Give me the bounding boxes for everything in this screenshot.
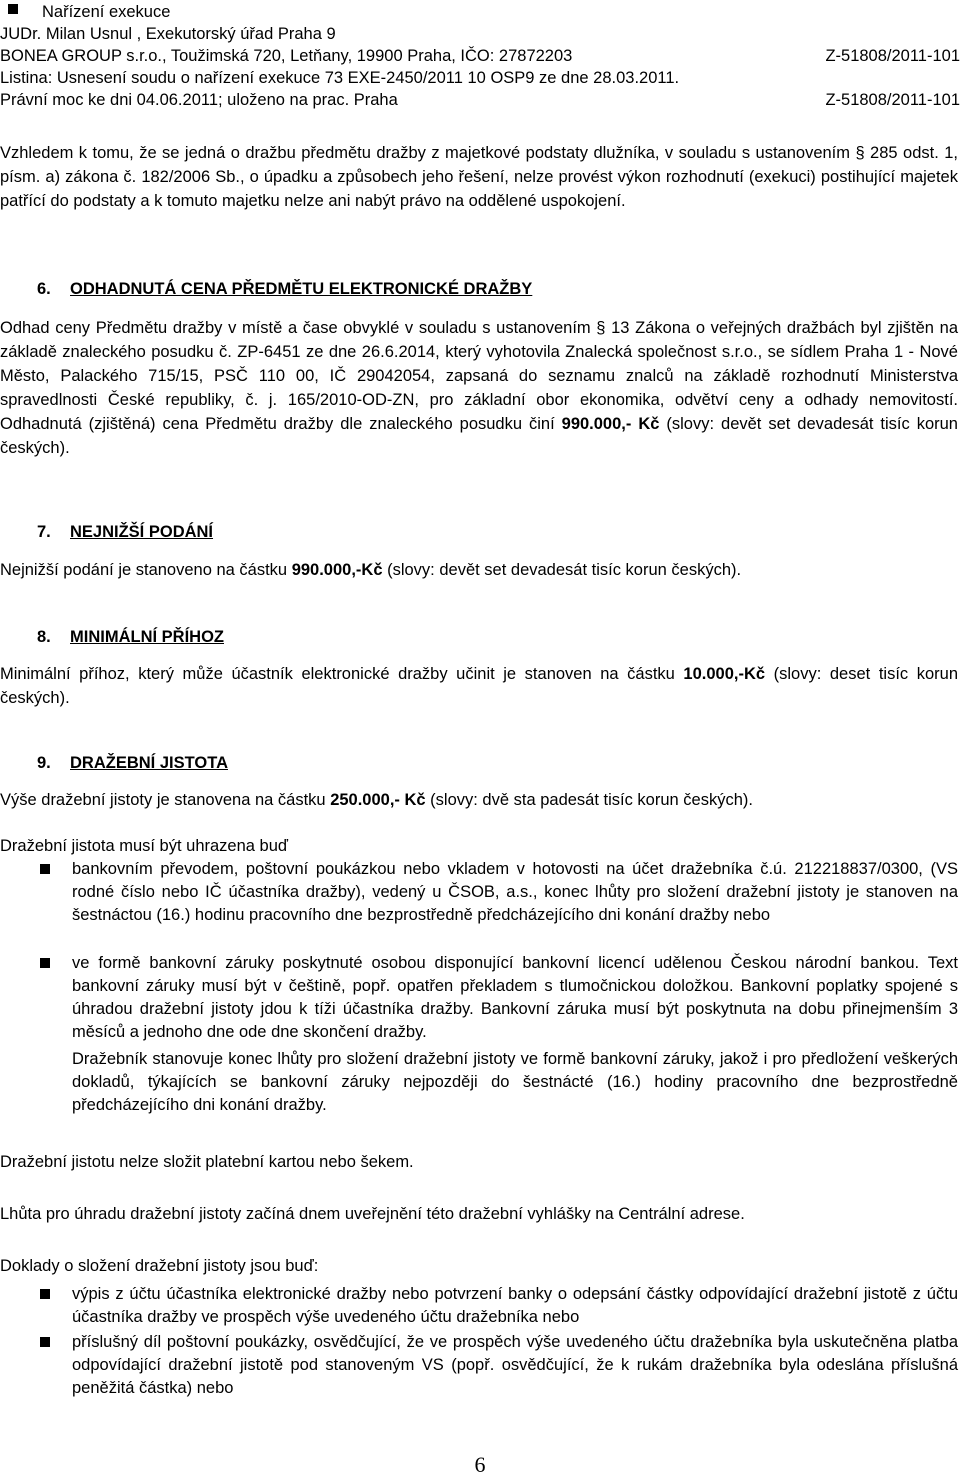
payment-intro: Dražební jistota musí být uhrazena buď bbox=[0, 837, 289, 855]
section-6-paragraph bbox=[0, 316, 958, 460]
section-7-text-a: Nejnižší podání je stanoveno na částku bbox=[0, 561, 292, 579]
bullet-square-icon bbox=[40, 958, 50, 968]
header-line-3: BONEA GROUP s.r.o., Toužimská 720, Letňany, 19900 Praha, IČO: 27872203 bbox=[0, 47, 573, 65]
guarantee-deadline-paragraph: Dražebník stanovuje konec lhůty pro složení dražební jistoty ve formě bankovní záruky, jakož i pro předložení veškerých dokladů, týkajících se bankovní záruky nejpozději do šestnácté (16.) hodiny pracovního dne bezprostředně předcházejícího dni konání dražby. bbox=[72, 1050, 958, 1114]
section-8-text-a: Minimální příhoz, který může účastník elektronické dražby učinit je stanoven na částku bbox=[0, 665, 684, 683]
section-9-title: DRAŽEBNÍ JISTOTA bbox=[70, 754, 228, 772]
header-ref-2: Z-51808/2011-101 bbox=[825, 91, 960, 109]
header-line-4: Listina: Usnesení soudu o nařízení exekuce 73 EXE-2450/2011 10 OSP9 ze dne 28.03.2011. bbox=[0, 69, 680, 87]
bullet-square-icon bbox=[40, 1337, 50, 1347]
section-8-text-b: (slovy: deset tisíc korun českých). bbox=[0, 665, 958, 707]
bullet-square-icon bbox=[40, 1289, 50, 1299]
section-9-text-b: (slovy: dvě sta padesát tisíc korun českých). bbox=[425, 791, 753, 809]
bullet-square-icon bbox=[40, 864, 50, 874]
proof-bullet-postal: příslušný díl poštovní poukázky, osvědčující, že ve prospěch výše uvedeného účtu dražebníka byla uskutečněna platba odpovídající dražební jistotě pod stanoveným VS (popř. osvědčující, že k rukám dražebníka byla odeslána příslušná peněžitá částka) nebo bbox=[72, 1333, 958, 1397]
section-9-paragraph bbox=[0, 788, 958, 812]
section-8-number: 8. bbox=[37, 628, 51, 646]
deadline-paragraph: Lhůta pro úhradu dražební jistoty začíná dnem uveřejnění této dražební vyhlášky na Centrální adrese. bbox=[0, 1205, 745, 1223]
section-8-title: MINIMÁLNÍ PŘÍHOZ bbox=[70, 628, 224, 646]
section-7-paragraph bbox=[0, 558, 958, 582]
section-8-paragraph bbox=[0, 662, 958, 710]
section-7-title: NEJNIŽŠÍ PODÁNÍ bbox=[70, 523, 214, 541]
payment-bullet-transfer: bankovním převodem, poštovní poukázkou nebo vkladem v hotovosti na účet dražebníka č.ú. 212218837/0300, (VS rodné číslo nebo IČ účastníka dražby), vedený u ČSOB, a.s., konec lhůty pro složení dražební jistoty je stanoven na šestnáctou (16.) hodinu pracovního dne bezprostředně předcházejícího dni konání dražby nebo bbox=[72, 860, 958, 924]
section-6-text-a: Odhad ceny Předmětu dražby v místě a čase obvyklé v souladu s ustanovením § 13 Zákona o veřejných dražbách byl zjištěn na základě znaleckého posudku č. ZP-6451 ze dne 26.6.2014, který vyhotovila Znalecká společnost s.r.o., se sídlem Praha 1 - Nové Město, Palackého 715/15, PSČ 110 00, IČ 29042054, zapsaná do seznamu znalců na základě rozhodnutí Ministerstva spravedlnosti České republiky, č. j. 165/2010-OD-ZN, pro základní obor ekonomika, odvětví ceny a odhady nemovitostí. Odhadnutá (zjištěná) cena Předmětu dražby dle znaleckého posudku činí bbox=[0, 319, 958, 433]
header-ref-1: Z-51808/2011-101 bbox=[825, 47, 960, 65]
section-6-number: 6. bbox=[37, 280, 51, 298]
section-9-text-a: Výše dražební jistoty je stanovena na částku bbox=[0, 791, 331, 809]
section-9-number: 9. bbox=[37, 754, 51, 772]
section-9-amount: 250.000,- Kč bbox=[330, 791, 426, 809]
section-6-text-b: (slovy: devět set devadesát tisíc korun českých). bbox=[0, 415, 958, 457]
section-8-amount: 10.000,-Kč bbox=[683, 665, 766, 683]
header-line-2: JUDr. Milan Usnul , Exekutorský úřad Praha 9 bbox=[0, 25, 336, 43]
section-6-title: ODHADNUTÁ CENA PŘEDMĚTU ELEKTRONICKÉ DRAŽBY bbox=[70, 280, 533, 298]
page-number: 6 bbox=[474, 1452, 486, 1477]
proof-intro: Doklady o složení dražební jistoty jsou buď: bbox=[0, 1257, 319, 1275]
header-bullet-icon bbox=[8, 4, 18, 14]
section-6-amount: 990.000,- Kč bbox=[561, 415, 660, 433]
header-line-1: Nařízení exekuce bbox=[42, 3, 171, 21]
section-7-number: 7. bbox=[37, 523, 51, 541]
header-line-5: Právní moc ke dni 04.06.2011; uloženo na prac. Praha bbox=[0, 91, 398, 109]
proof-bullet-statement: výpis z účtu účastníka elektronické dražby nebo potvrzení banky o odepsání částky odpovídající dražební jistotě z účtu účastníka dražby ve prospěch výše uvedeného účtu dražebníka nebo bbox=[72, 1285, 958, 1326]
section-7-text-b: (slovy: devět set devadesát tisíc korun českých). bbox=[382, 561, 742, 579]
intro-paragraph: Vzhledem k tomu, že se jedná o dražbu předmětu dražby z majetkové podstaty dlužníka, v souladu s ustanovením § 285 odst. 1, písm. a) zákona č. 182/2006 Sb., o úpadku a způsobech jeho řešení, nelze provést výkon rozhodnutí (exekuci) postihující majetek patřící do podstaty a k tomuto majetku nelze ani nabýt právo na oddělené uspokojení. bbox=[0, 144, 958, 210]
section-7-amount: 990.000,-Kč bbox=[291, 561, 383, 579]
payment-bullet-guarantee: ve formě bankovní záruky poskytnuté osobou disponující bankovní licencí udělenou Českou národní bankou. Text bankovní záruky musí být v češtině, popř. opatřen překladem s tlumočnickou doložkou. Bankovní poplatky spojené s úhradou dražební jistoty jdou k tíži účastníka dražby. Bankovní záruka musí být poskytnuta na dobu přinejmenším 3 měsíců a jednoho dne ode dne skončení dražby. bbox=[72, 954, 958, 1041]
no-card-paragraph: Dražební jistotu nelze složit platební kartou nebo šekem. bbox=[0, 1153, 414, 1171]
